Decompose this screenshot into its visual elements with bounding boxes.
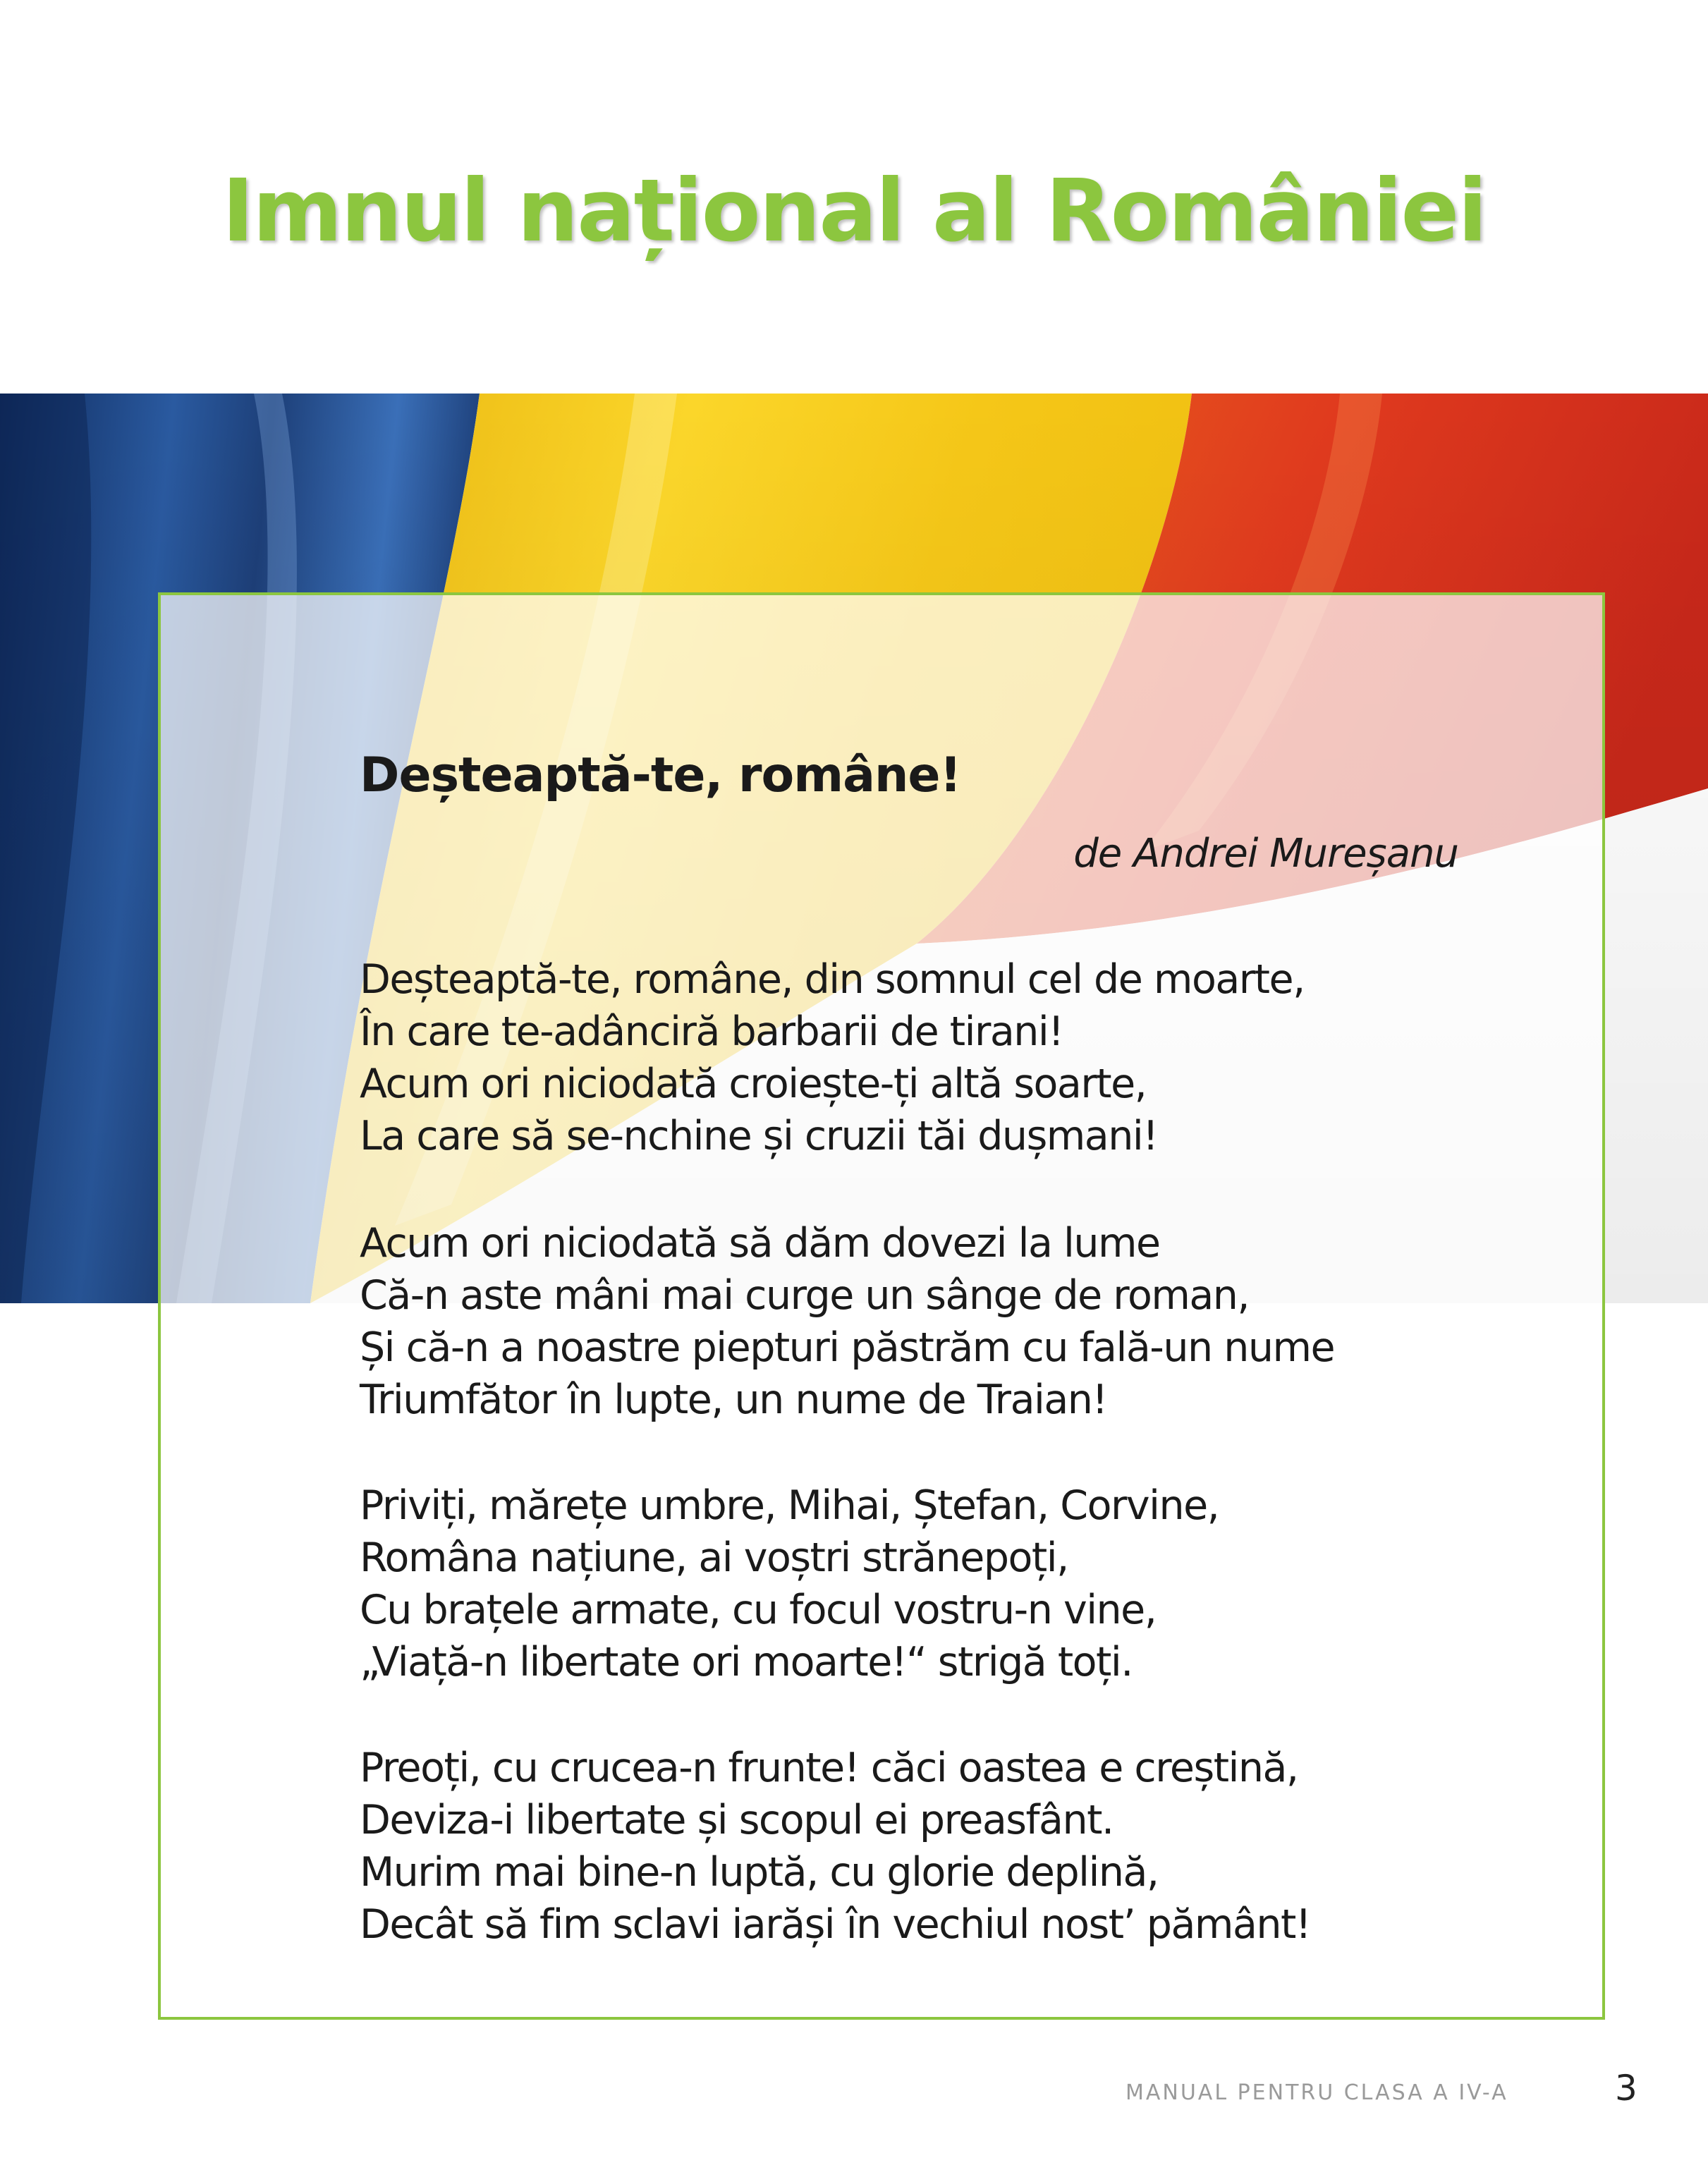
poem-line: Deviza-i libertate și scopul ei preasfânt. <box>360 1797 1114 1843</box>
stanza-1 <box>360 953 1305 1162</box>
poem-line: Murim mai bine-n luptă, cu glorie deplină, <box>360 1849 1159 1896</box>
footer-label: MANUAL PENTRU CLASA A IV-A <box>1126 2080 1508 2105</box>
poem-title: Deșteaptă-te, române! <box>360 748 961 803</box>
page-title: Imnul național al României <box>221 161 1487 261</box>
poem-author: de Andrei Mureșanu <box>1073 831 1458 877</box>
poem-line: În care te-adânciră barbarii de tirani! <box>360 1008 1063 1055</box>
poem-line: Cu brațele armate, cu focul vostru-n vine, <box>360 1587 1157 1633</box>
poem-line: Deșteaptă-te, române, din somnul cel de moarte, <box>360 956 1305 1003</box>
poem-line: Priviți, mărețe umbre, Mihai, Ștefan, Corvine, <box>360 1482 1219 1529</box>
poem-line: Că-n aste mâni mai curge un sânge de roman, <box>360 1272 1250 1319</box>
poem-line: „Viață-n libertate ori moarte!“ strigă toți. <box>360 1639 1133 1685</box>
poem-line: Acum ori niciodată croiește-ți altă soarte, <box>360 1061 1147 1107</box>
poem-line: Româna națiune, ai voștri strănepoți, <box>360 1535 1068 1581</box>
poem-line: Acum ori niciodată să dăm dovezi la lume <box>360 1220 1160 1267</box>
poem-line: Triumfător în lupte, un nume de Traian! <box>360 1377 1107 1423</box>
stanza-4 <box>360 1742 1310 1951</box>
poem-line: Și că-n a noastre piepturi păstrăm cu fală-un nume <box>360 1324 1335 1371</box>
poem-line: La care să se-nchine și cruzii tăi dușmani! <box>360 1113 1158 1159</box>
page-number: 3 <box>1615 2068 1637 2109</box>
poem-line: Preoți, cu crucea-n frunte! căci oastea e creștină, <box>360 1745 1298 1791</box>
stanza-3 <box>360 1480 1219 1688</box>
poem-line: Decât să fim sclavi iarăși în vechiul nost’ pământ! <box>360 1901 1311 1948</box>
stanza-2 <box>360 1217 1334 1426</box>
